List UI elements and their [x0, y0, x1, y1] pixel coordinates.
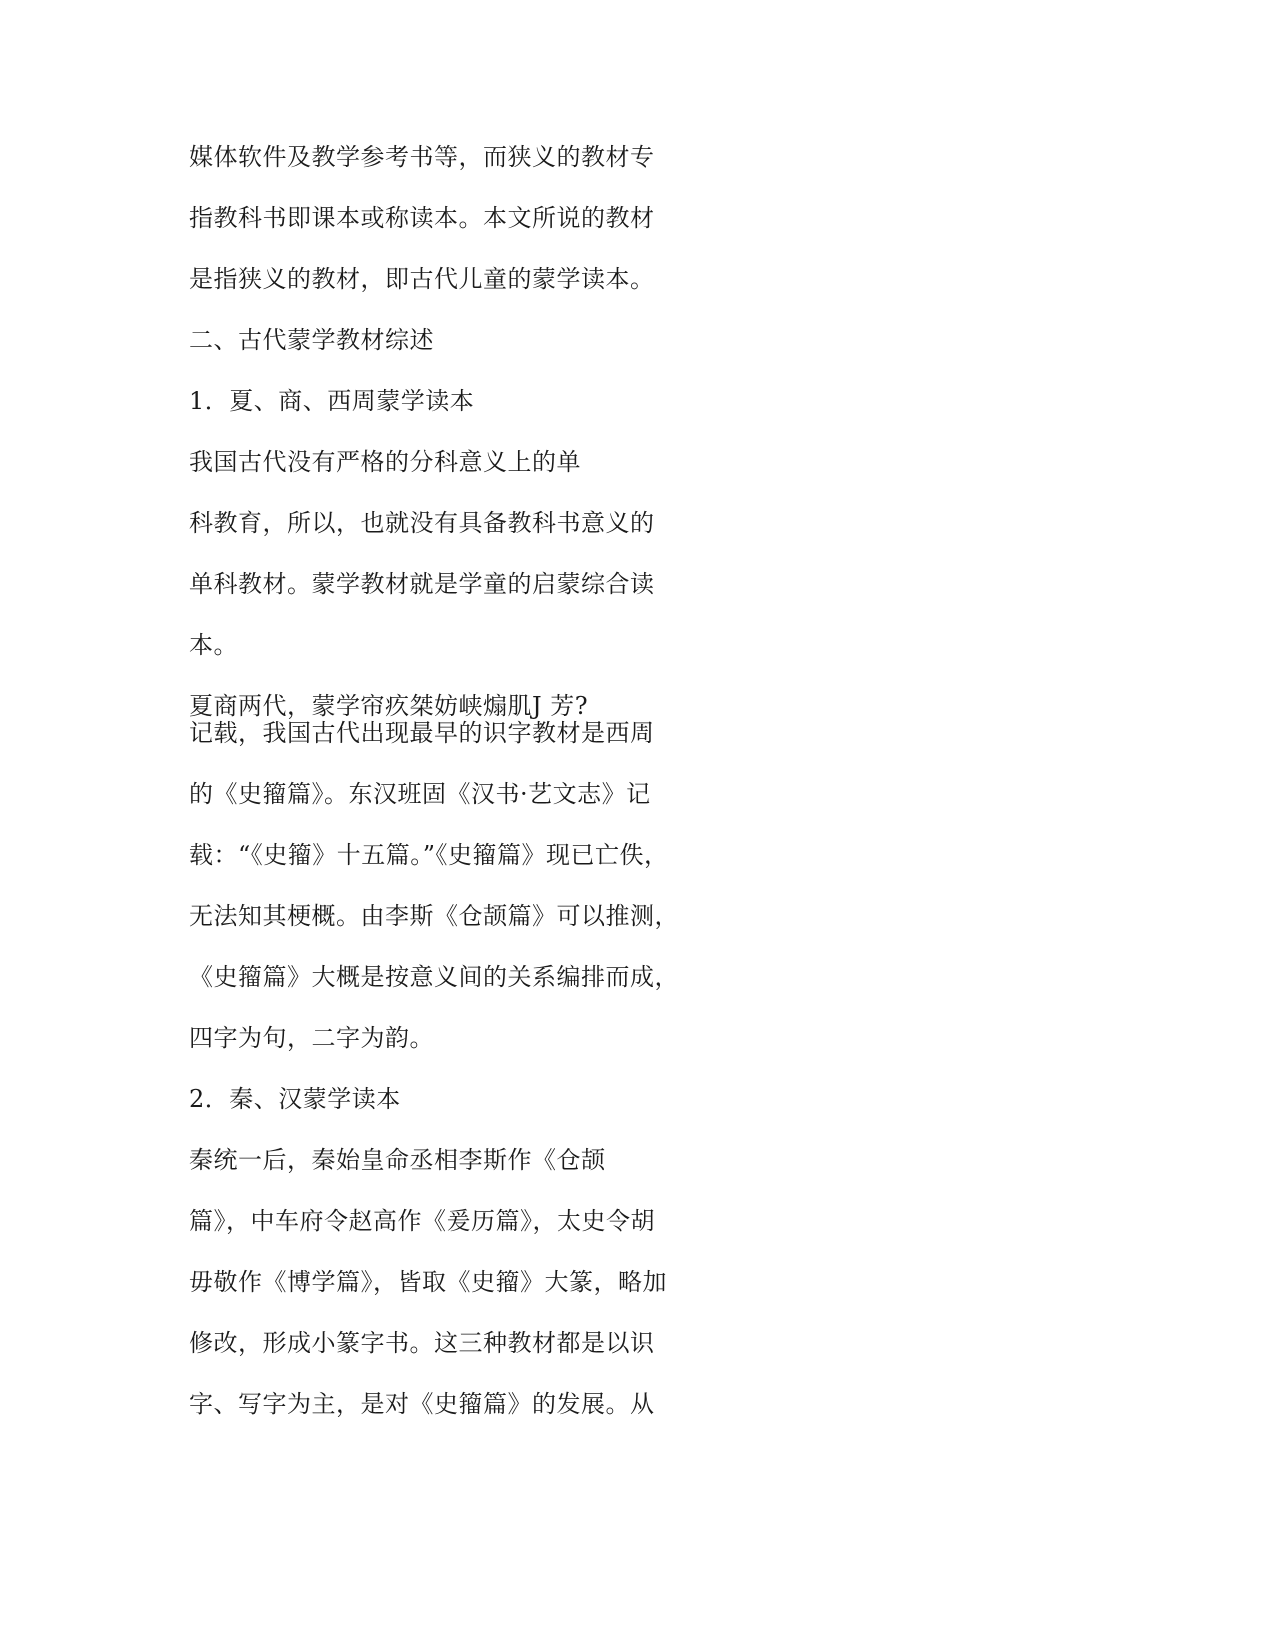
text-line: 指教科书即课本或称读本。本文所说的教材 — [189, 204, 655, 232]
text-line: 篇》，中车府令赵高作《爰历篇》，太史令胡 — [189, 1207, 655, 1235]
text-line: 我国古代没有严格的分科意义上的单 — [189, 448, 581, 476]
text-line: 无法知其梗概。由李斯《仓颉篇》可以推测， — [189, 902, 679, 930]
subsection-heading: 1．夏、商、西周蒙学读本 — [189, 387, 475, 415]
body-text — [189, 140, 749, 1448]
text-line: 单科教材。蒙学教材就是学童的启蒙综合读 — [189, 570, 655, 598]
text-line: 科教育，所以，也就没有具备教科书意义的 — [189, 509, 655, 537]
text-line: 夏商两代，蒙学帘疚桀妨峡煽肌J 芳? — [189, 692, 589, 720]
text-line: 媒体软件及教学参考书等，而狭义的教材专 — [189, 143, 655, 171]
text-line: 《史籀篇》大概是按意义间的关系编排而成， — [189, 963, 679, 991]
text-line: 本。 — [189, 631, 238, 659]
text-line: 修改，形成小篆字书。这三种教材都是以识 — [189, 1329, 655, 1357]
text-line: 载：“《史籀》十五篇。”《史籀篇》现已亡佚， — [189, 841, 669, 869]
text-line: 毋敬作《博学篇》，皆取《史籀》大篆，略加 — [189, 1268, 667, 1296]
text-line: 秦统一后，秦始皇命丞相李斯作《仓颉 — [189, 1146, 606, 1174]
text-line: 记载，我国古代出现最早的识字教材是西周 — [189, 719, 655, 747]
text-line: 字、写字为主，是对《史籀篇》的发展。从 — [189, 1390, 655, 1418]
text-line: 的《史籀篇》。东汉班固《汉书·艺文志》记 — [189, 780, 651, 808]
text-line: 是指狭义的教材，即古代儿童的蒙学读本。 — [189, 265, 655, 293]
text-line: 四字为句，二字为韵。 — [189, 1024, 434, 1052]
subsection-heading: 2．秦、汉蒙学读本 — [189, 1085, 401, 1113]
section-heading: 二、古代蒙学教材综述 — [189, 326, 434, 354]
